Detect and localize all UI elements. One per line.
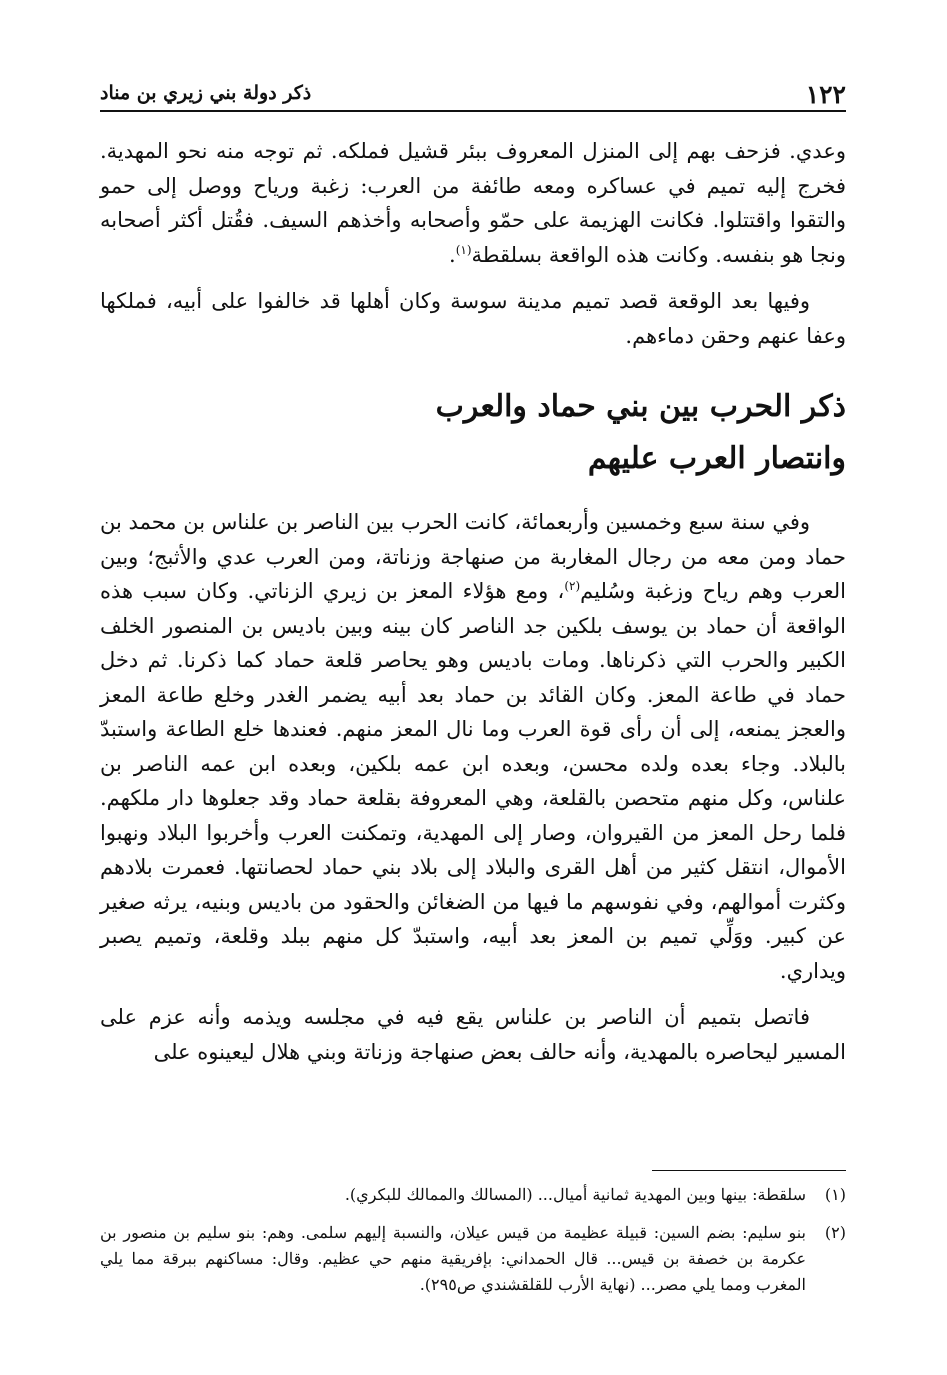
footnote-2 <box>100 1220 846 1298</box>
paragraph-intro-2 <box>100 284 846 353</box>
book-page <box>100 78 846 1318</box>
body-text <box>100 134 846 1069</box>
footnote-number: (٢) <box>824 1223 846 1242</box>
paragraph-text: فاتصل بتميم أن الناصر بن علناس يقع فيه في مجلسه ويذمه وأنه عزم على المسير ليحاصره بالمهدية، وأنه حالف بعض صنهاجة وزناتة وبني هلال ليعينوه على <box>100 1005 846 1064</box>
paragraph-text: وفيها بعد الوقعة قصد تميم مدينة سوسة وكان أهلها قد خالفوا على أبيه، فملكها وعفا عنهم وحقن دماءهم. <box>100 289 846 348</box>
paragraph-text: وعدي. فزحف بهم إلى المنزل المعروف ببئر قشيل فملكه. ثم توجه منه نحو المهدية. فخرج إليه تميم في عساكره ومعه طائفة من العرب: زغبة ورياح ووصل إلى حمو والتقوا واقتتلوا. فكانت الهزيمة على حمّو وأصحابه وأخذهم السيف. فقُتل أكثر أصحابه ونجا هو بنفسه. وكانت هذه الواقعة بسلقطة <box>100 139 846 267</box>
section-heading-line-2: وانتصار العرب عليهم <box>587 441 846 476</box>
footnote-reference-2[interactable]: (٢) <box>564 579 581 593</box>
footnotes <box>100 1182 846 1310</box>
footnote-divider <box>652 1170 846 1171</box>
footnote-number: (١) <box>824 1185 846 1204</box>
paragraph-intro-1 <box>100 134 846 272</box>
footnote-1 <box>100 1182 846 1208</box>
section-heading-line-1: ذكر الحرب بين بني حماد والعرب <box>435 389 846 424</box>
page-header <box>100 78 846 112</box>
paragraph-main-1 <box>100 505 846 988</box>
footnote-reference-1[interactable]: (١) <box>455 242 472 257</box>
footnote-text: سلقطة: بينها وبين المهدية ثمانية أميال... (المسالك والممالك للبكري). <box>344 1185 806 1204</box>
paragraph-text-continued: ، ومع هؤلاء المعز بن زيري الزناتي. وكان سبب هذه الواقعة أن حماد بن يوسف بلكين جد الناصر كان بينه وبين باديس بن المنصور الخلف الكبير والحرب التي ذكرناها. ومات باديس وهو يحاصر قلعة حماد كما ذكرنا. ثم دخل حماد في طاعة المعز. وكان القائد بن حماد بعد أبيه يضمر الغدر وخلع طاعة المعز والعجز يمنعه، إلى أن رأى قوة العرب وما نال المعز منهم. فعندها خلع الطاعة واستبدّ بالبلاد. وجاء بعده ولده محسن، وبعده ابن عمه بلكين، وبعده ابن عمه الناصر بن علناس، وكل منهم متحصن بالقلعة، وهي المعروفة بقلعة حماد وقد جعلوها دار ملكهم. فلما رحل المعز من القيروان، وصار إلى المهدية، وتمكنت العرب وأخربوا البلاد ونهبوا الأموال، انتقل كثير من أهل القرى والبلاد إلى بلاد بني حماد لحصانتها. فعمرت بلادهم وكثرت أموالهم، وفي نفوسهم ما فيها من الضغائن والحقود من باديس وبنيه، يرثه صغير عن كبير. ووَلِّي تميم بن المعز بعد أبيه، واستبدّ كل منهم ببلد وقلعة، وتميم يصبر ويداري. <box>100 579 846 983</box>
page-number: ١٢٢ <box>805 80 846 109</box>
paragraph-text-end: . <box>449 242 456 267</box>
paragraph-text: وفي سنة سبع وخمسين وأربعمائة، كانت الحرب بين الناصر بن علناس بن محمد بن حماد ومن معه من رجال المغاربة من صنهاجة وزناتة، ومن العرب عدي والأثبج؛ وبين العرب وهم رياح وزغبة وسُليم <box>100 510 846 603</box>
section-heading <box>100 381 846 485</box>
footnote-text: بنو سليم: بضم السين: قبيلة عظيمة من قيس عيلان، والنسبة إليهم سلمى. وهم: بنو سليم بن منصور بن عكرمة بن خصفة بن قيس... قال الحمداني: بإفريقية منهم حي عظيم. وقال: مساكنهم ببرقة مما يلي المغرب ومما يلي مصر... (نهاية الأرب للقلقشندي ص٢٩٥). <box>100 1223 806 1294</box>
running-title: ذكر دولة بني زيري بن مناد <box>100 82 312 104</box>
paragraph-main-2 <box>100 1000 846 1069</box>
